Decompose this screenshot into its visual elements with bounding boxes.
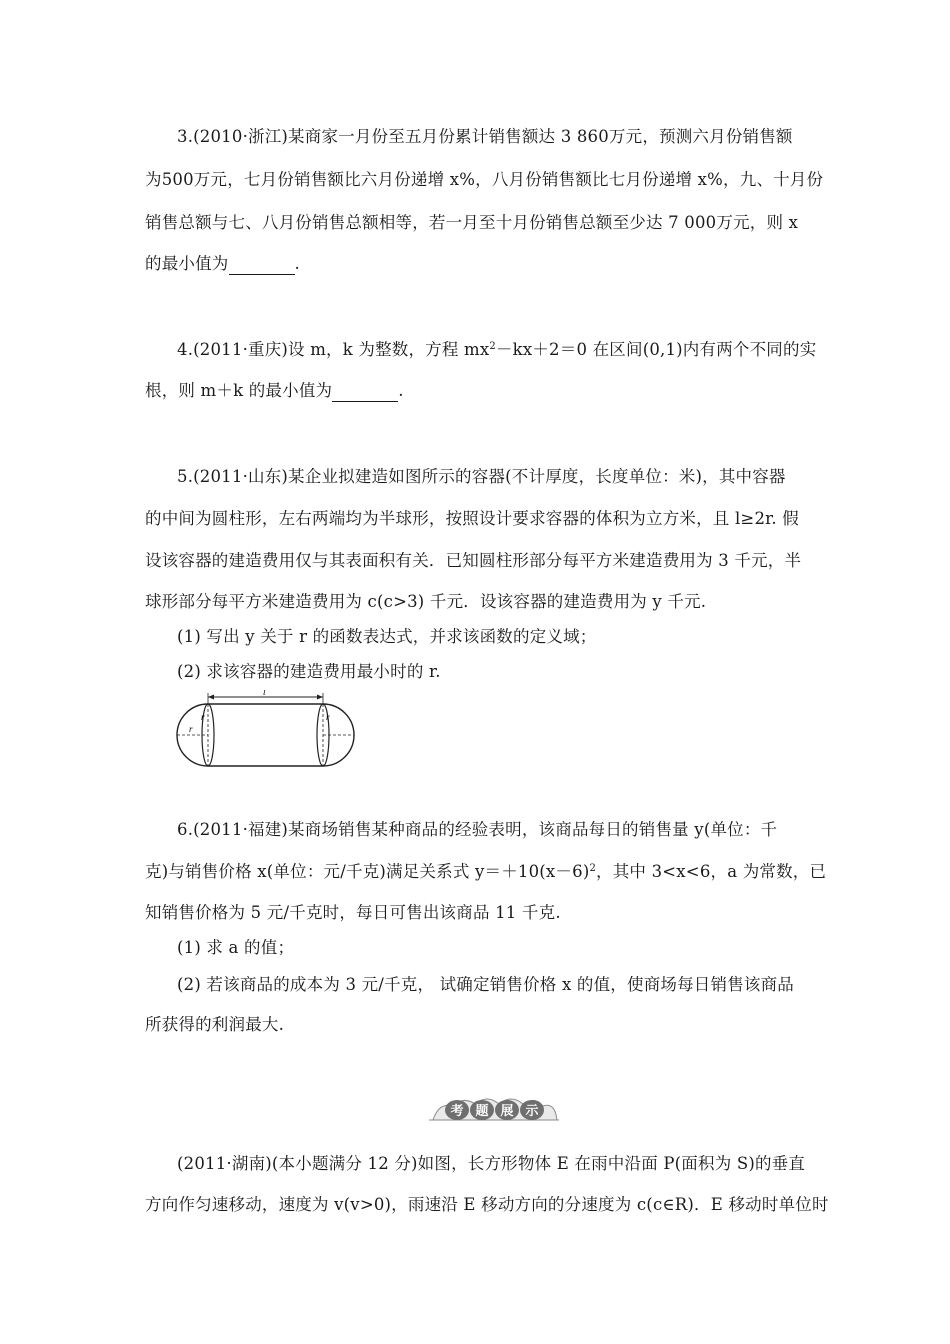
problem5-line4: 球形部分每平方米建造费用为 c(c>3) 千元．设该容器的建造费用为 y 千元. xyxy=(145,592,707,611)
problem3-line4 xyxy=(145,254,805,275)
problem5-line2: 的中间为圆柱形，左右两端均为半球形，按照设计要求容器的体积为立方米，且 l≥2r. 假 xyxy=(145,509,800,528)
container-figure xyxy=(175,690,365,776)
badge-char-3: 展 xyxy=(500,1104,514,1119)
problem5-line3: 设该容器的建造费用仅与其表面积有关．已知圆柱形部分每平方米建造费用为 3 千元，半 xyxy=(145,551,802,570)
problem6-line1: 6.(2011·福建)某商场销售某种商品的经验表明，该商品每日的销售量 y(单位：千 xyxy=(177,820,778,839)
badge-char-1: 考 xyxy=(450,1104,464,1119)
label-r-right-vertical: r xyxy=(326,712,330,722)
label-l: l xyxy=(263,690,266,697)
exam-line2: 方向作匀速移动，速度为 v(v>0)，雨速沿 E 移动方向的分速度为 c(c∈R)．E 移动时单位时 xyxy=(145,1195,829,1214)
answer-blank xyxy=(229,254,295,275)
problem3-line1: 3.(2010·浙江)某商家一月份至五月份累计销售额达 3 860万元，预测六月份销售额 xyxy=(177,127,793,146)
problem4-line2-end: . xyxy=(398,381,404,400)
exam-line1: (2011·湖南)(本小题满分 12 分)如图，长方形物体 E 在雨中沿面 P(面积为 S)的垂直 xyxy=(177,1154,806,1173)
problem4-line2-text: 根，则 m＋k 的最小值为 xyxy=(145,381,333,400)
problem3-line3: 销售总额与七、八月份销售总额相等，若一月至十月份销售总额至少达 7 000万元，则 x xyxy=(145,213,799,232)
badge-char-2: 题 xyxy=(475,1104,489,1119)
problem6-line2 xyxy=(145,862,827,882)
label-r-left-vertical: r xyxy=(201,712,205,722)
problem6-line3: 知销售价格为 5 元/千克时，每日可售出该商品 11 千克. xyxy=(145,903,561,922)
problem5-question2: (2) 求该容器的建造费用最小时的 r. xyxy=(177,662,441,681)
problem4-exponent: 2 xyxy=(489,341,496,352)
arrow-left-icon xyxy=(208,695,214,700)
badge-graphic xyxy=(427,1092,561,1128)
problem6-question1: (1) 求 a 的值； xyxy=(177,938,295,957)
problem4-line1 xyxy=(177,340,837,360)
problem3-line2: 为500万元，七月份销售额比六月份递增 x%，八月份销售额比七月份递增 x%，九、十月份 xyxy=(145,170,824,189)
problem5-question1: (1) 写出 y 关于 r 的函数表达式，并求该函数的定义域； xyxy=(177,627,597,646)
problem5-line1: 5.(2011·山东)某企业拟建造如图所示的容器(不计厚度，长度单位：米)，其中容器 xyxy=(177,467,786,486)
problem6-question2: (2) 若该商品的成本为 3 元/千克， 试确定销售价格 x 的值，使商场每日销售该商品 xyxy=(177,975,795,994)
badge-char-4: 示 xyxy=(525,1104,539,1119)
problem3-line4-text: 的最小值为 xyxy=(145,254,229,273)
problem3-line4-end: . xyxy=(294,254,300,273)
problem4-line1-a: 4.(2011·重庆)设 m，k 为整数，方程 mx xyxy=(177,340,490,359)
capsule-diagram xyxy=(175,690,365,772)
label-r-left: r xyxy=(189,724,193,734)
problem6-question2-cont: 所获得的利润最大. xyxy=(145,1015,285,1034)
arrow-right-icon xyxy=(317,695,323,700)
problem6-line2-b: ，其中 3<x<6，a 为常数，已 xyxy=(596,862,827,881)
answer-blank xyxy=(332,381,398,402)
problem4-line1-b: －kx＋2＝0 在区间(0,1)内有两个不同的实 xyxy=(495,340,817,359)
problem6-line2-a: 克)与销售价格 x(单位：元/千克)满足关系式 y＝＋10(x－6) xyxy=(145,862,590,881)
section-badge xyxy=(427,1092,561,1132)
problem4-line2 xyxy=(145,381,805,402)
problem6-exponent: 2 xyxy=(589,863,597,874)
